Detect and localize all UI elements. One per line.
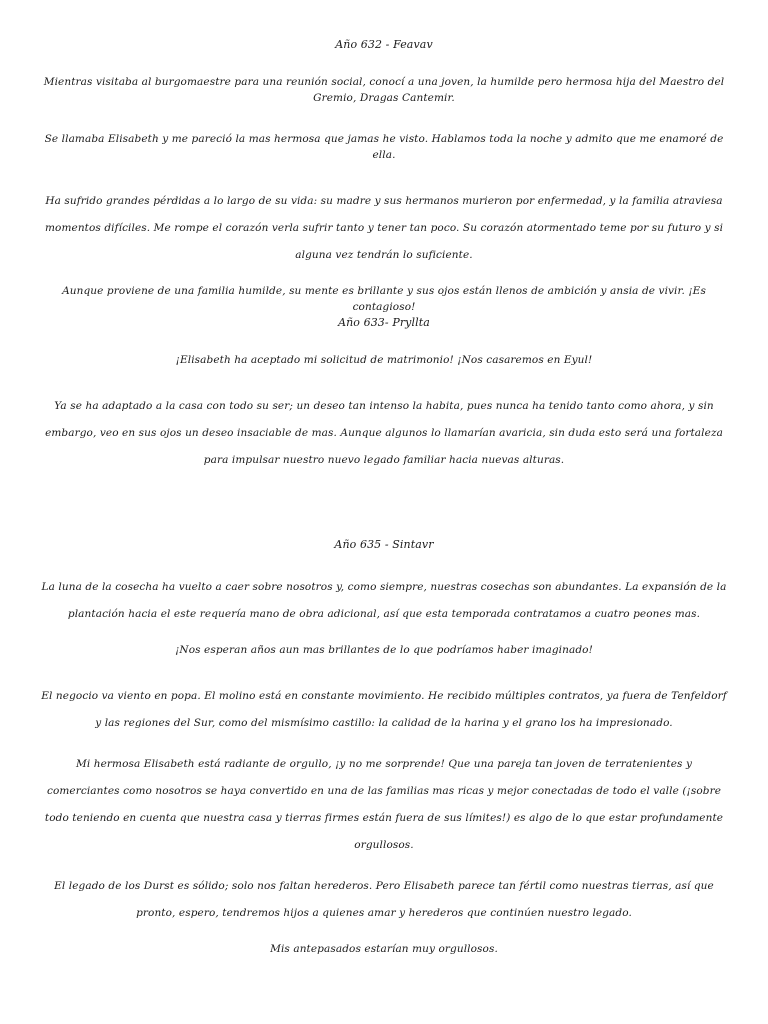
entry-paragraph: Mi hermosa Elisabeth está radiante de orgullo, ¡y no me sorprende! Que una pareja tan joven de terratenientes y comerciantes como nosotros se haya convertido en una de las familias mas ricas y mejor conectadas de todo el valle (¡sobre todo teniendo en cuenta que nuestra casa y tierras firmes están fuera de sus límites!) es algo de lo que estar profundamente orgullosos. (44, 758, 724, 851)
journal-entry-633 (38, 316, 730, 488)
entry-paragraph: Ha sufrido grandes pérdidas a lo largo de su vida: su madre y sus hermanos murieron por enfermedad, y la familia atraviesa momentos difíciles. Me rompe el corazón verla sufrir tanto y tener tan poco. Su corazón atormentado teme por su futuro y si alguna vez tendrán lo suficiente. (44, 195, 724, 261)
entry-paragraph: Aunque proviene de una familia humilde, su mente es brillante y sus ojos están llenos de ambición y ansia de vivir. ¡Es contagioso! (62, 285, 706, 313)
entry-paragraph: ¡Nos esperan años aun mas brillantes de lo que podríamos haber imaginado! (175, 644, 593, 656)
entry-paragraph: ¡Elisabeth ha aceptado mi solicitud de matrimonio! ¡Nos casaremos en Eyul! (175, 354, 593, 366)
entry-paragraph: Se llamaba Elisabeth y me pareció la mas hermosa que jamas he visto. Hablamos toda la noche y admito que me enamoré de ella. (44, 133, 724, 161)
entry-paragraph: La luna de la cosecha ha vuelto a caer sobre nosotros y, como siempre, nuestras cosechas son abundantes. La expansión de la plantación hacia el este requería mano de obra adicional, así que esta temporada contratamos a cuatro peones mas. (41, 581, 727, 620)
entry-heading: Año 635 - Sintavr (334, 538, 434, 551)
journal-entry-635 (38, 538, 730, 982)
entry-heading: Año 633- Pryllta (338, 316, 430, 329)
entry-paragraph: Ya se ha adaptado a la casa con todo su ser; un deseo tan intenso la habita, pues nunca ha tenido tanto como ahora, y sin embargo, veo en sus ojos un deseo insaciable de mas. Aunque algunos lo llamarían avaricia, sin duda esto será una fortaleza para impulsar nuestro nuevo legado familiar hacia nuevas alturas. (45, 400, 723, 466)
entry-paragraph: El negocio va viento en popa. El molino está en constante movimiento. He recibido múltiples contratos, ya fuera de Tenfeldorf y las regiones del Sur, como del mismísimo castillo: la calidad de la harina y el grano los ha impresionado. (41, 690, 727, 729)
entry-paragraph: Mis antepasados estarían muy orgullosos. (270, 943, 498, 955)
entry-paragraph: Mientras visitaba al burgomaestre para una reunión social, conocí a una joven, la humilde pero hermosa hija del Maestro del Gremio, Dragas Cantemir. (43, 76, 725, 104)
journal-entry-632 (38, 38, 730, 340)
entry-paragraph: El legado de los Durst es sólido; solo nos faltan herederos. Pero Elisabeth parece tan fértil como nuestras tierras, así que pronto, espero, tendremos hijos a quienes amar y herederos que continúen nuestro legado. (54, 880, 714, 919)
entry-heading: Año 632 - Feavav (335, 38, 433, 51)
